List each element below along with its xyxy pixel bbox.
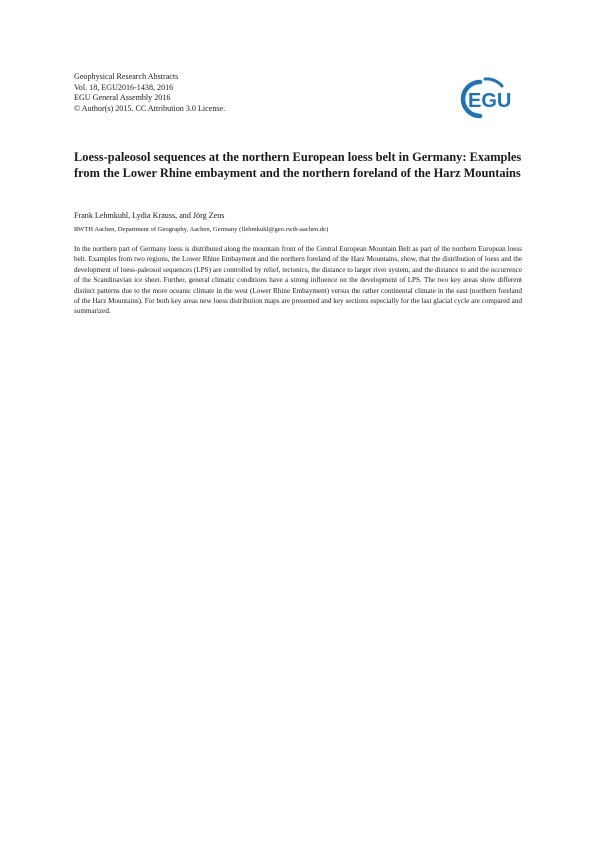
- assembly-name: EGU General Assembly 2016: [74, 93, 171, 103]
- egu-logo-text: EGU: [468, 90, 512, 112]
- copyright-notice: © Author(s) 2015. CC Attribution 3.0 License.: [74, 103, 226, 113]
- author-affiliation: RWTH Aachen, Department of Geography, Aachen, Germany (flehmkuhl@geo.rwth-aachen.de): [74, 226, 329, 233]
- volume-info: Vol. 18, EGU2016-1438, 2016: [74, 82, 174, 92]
- egu-logo: [458, 76, 520, 120]
- abstract-body: In the northern part of Germany loess is distributed along the mountain front of the Central European Mountain Belt as part of the northern European loess belt. Examples from two regions, the Lower Rhine Embayment and the northern foreland of the Harz Mountains, show, that the distribution of loess and the development of loess-paleosol sequences (LPS) are controlled by relief, tectonics, the distance to larger river system, and the distance to and the occurrence of the Scandinavian ice sheet. Further, general climatic conditions have a strong influence on the development of LPS. The two key areas show different distinct patterns due to the more oceanic climate in the west (Lower Rhine Embayment) versus the rather continental climate in the east (northern foreland of the Harz Mountains). For both key areas new loess distribution maps are presented and key sections especially for the last glacial cycle are compared and summarized.: [74, 245, 522, 316]
- journal-name: Geophysical Research Abstracts: [74, 72, 179, 81]
- paper-title: Loess-paleosol sequences at the northern European loess belt in Germany: Examples from the Lower Rhine embayment and the northern foreland of the Harz Mountains: [74, 150, 522, 181]
- publication-header: [74, 72, 225, 114]
- author-list: Frank Lehmkuhl, Lydia Krauss, and Jörg Zens: [74, 211, 225, 220]
